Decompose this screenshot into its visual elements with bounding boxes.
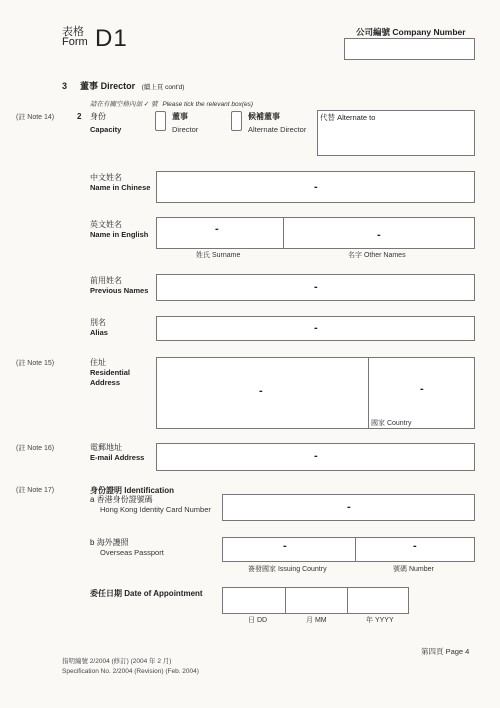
alternate-to-field[interactable] <box>317 110 475 156</box>
english-name-label-en: Name in English <box>90 230 149 239</box>
english-other-names-value: - <box>377 229 381 241</box>
chinese-name-label <box>90 173 150 193</box>
capacity-instruction-en: Please tick the relevant box(es) <box>162 101 254 108</box>
form-label-zh: 表格 <box>62 26 84 38</box>
section-title <box>62 79 184 92</box>
previous-names-field[interactable] <box>156 274 475 301</box>
hkid-label-zh <box>90 495 211 505</box>
identification-note: (註 Note 17) <box>16 487 55 494</box>
alias-label <box>90 318 108 338</box>
passport-zh-text: 海外護照 <box>96 538 129 547</box>
passport-number-caption: 號碼 Number <box>393 566 434 573</box>
alternate-director-checkbox[interactable] <box>231 111 242 131</box>
previous-names-label-zh: 前用姓名 <box>90 276 122 285</box>
company-number-label-en: Company Number <box>392 27 466 37</box>
specification-zh: 指明編號 2/2004 (修訂) (2004 年 2 月) <box>62 658 172 665</box>
english-name-divider <box>283 218 284 248</box>
alternate-director-option-label <box>248 112 306 135</box>
form-code: D1 <box>95 25 128 52</box>
capacity-label-en: Capacity <box>90 125 122 134</box>
passport-divider <box>355 538 356 561</box>
appointment-label: 委任日期 Date of Appointment <box>90 589 203 598</box>
english-surname-value: - <box>215 223 219 235</box>
address-note: (註 Note 15) <box>16 360 55 367</box>
address-country-caption: 國家 Country <box>371 420 412 427</box>
company-number-field[interactable] <box>344 38 475 60</box>
director-option-zh: 董事 <box>172 112 188 121</box>
email-label-zh: 電郵地址 <box>90 443 122 452</box>
hkid-label-en: Hong Kong Identity Card Number <box>100 505 211 514</box>
capacity-label-zh: 身份 <box>90 112 106 121</box>
appointment-divider-1 <box>285 588 286 613</box>
identification-label: 身份證明 Identification <box>90 486 174 495</box>
alternate-director-option-zh: 候補董事 <box>248 112 280 121</box>
residential-address-value: - <box>259 385 263 397</box>
surname-caption: 姓氏 Surname <box>196 252 241 259</box>
passport-label <box>90 538 164 558</box>
email-label <box>90 443 144 463</box>
capacity-instruction <box>90 99 253 108</box>
hkid-number-field[interactable] <box>222 494 475 521</box>
alternate-director-option-en: Alternate Director <box>248 125 307 134</box>
specification-en: Specification No. 2/2004 (Revision) (Feb. 2004) <box>62 668 199 675</box>
specification-note <box>62 657 199 677</box>
address-label-en2: Address <box>90 378 121 387</box>
capacity-instruction-zh: 請在有關空格內加 ✓ 號 <box>90 101 158 108</box>
issuing-country-caption: 簽發國家 Issuing Country <box>248 566 327 573</box>
other-names-caption: 名字 Other Names <box>348 252 406 259</box>
alias-value: - <box>314 322 318 334</box>
alternate-to-label: 代替 Alternate to <box>320 113 376 122</box>
address-country-value: - <box>420 383 424 395</box>
chinese-name-label-zh: 中文姓名 <box>90 173 122 182</box>
section-title-zh: 董事 <box>80 81 99 91</box>
section-continued: (續上頁 cont'd) <box>141 84 185 91</box>
form-label <box>62 27 88 47</box>
hkid-label <box>90 495 211 515</box>
passport-country-value: - <box>283 540 287 552</box>
email-label-en: E-mail Address <box>90 453 145 462</box>
appointment-divider-2 <box>347 588 348 613</box>
appointment-date-field[interactable] <box>222 587 409 614</box>
mm-caption: 月 MM <box>306 617 327 624</box>
dd-caption: 日 DD <box>248 617 268 624</box>
address-label-zh: 住址 <box>90 358 106 367</box>
email-value: - <box>314 450 318 462</box>
residential-address-field[interactable] <box>156 357 475 429</box>
director-checkbox[interactable] <box>155 111 166 131</box>
english-name-label-zh: 英文姓名 <box>90 220 122 229</box>
passport-label-en: Overseas Passport <box>100 548 164 557</box>
address-label-en1: Residential <box>90 368 131 377</box>
chinese-name-label-en: Name in Chinese <box>90 183 151 192</box>
hkid-letter: a <box>90 495 95 504</box>
previous-names-value: - <box>314 281 318 293</box>
chinese-name-field[interactable] <box>156 171 475 203</box>
passport-number-value: - <box>413 540 417 552</box>
passport-label-zh <box>90 538 164 548</box>
hkid-zh-text: 香港身份證號碼 <box>96 495 153 504</box>
capacity-label <box>90 112 121 135</box>
email-field[interactable] <box>156 443 475 471</box>
passport-field[interactable] <box>222 537 475 562</box>
yyyy-caption: 年 YYYY <box>366 617 394 624</box>
previous-names-label <box>90 276 148 296</box>
company-number-label-zh: 公司編號 <box>356 27 391 37</box>
alias-label-zh: 別名 <box>90 318 106 327</box>
chinese-name-value: - <box>314 181 318 193</box>
director-option-label <box>172 112 198 135</box>
section-number: 3 <box>62 81 68 91</box>
company-number-label <box>356 26 466 38</box>
alias-label-en: Alias <box>90 328 108 337</box>
address-label <box>90 358 130 388</box>
english-name-label <box>90 220 148 240</box>
form-label-en: Form <box>62 36 88 48</box>
passport-letter: b <box>90 538 95 547</box>
capacity-note: (註 Note 14) <box>16 114 55 121</box>
alias-field[interactable] <box>156 316 475 341</box>
director-option-en: Director <box>172 125 199 134</box>
capacity-item-number: 2 <box>77 112 82 121</box>
page-number: 第四頁 Page 4 <box>421 647 470 656</box>
previous-names-label-en: Previous Names <box>90 286 149 295</box>
english-name-field[interactable] <box>156 217 475 249</box>
section-title-en: Director <box>100 81 136 91</box>
hkid-number-value: - <box>347 501 351 513</box>
address-country-divider <box>368 358 369 428</box>
email-note: (註 Note 16) <box>16 445 55 452</box>
